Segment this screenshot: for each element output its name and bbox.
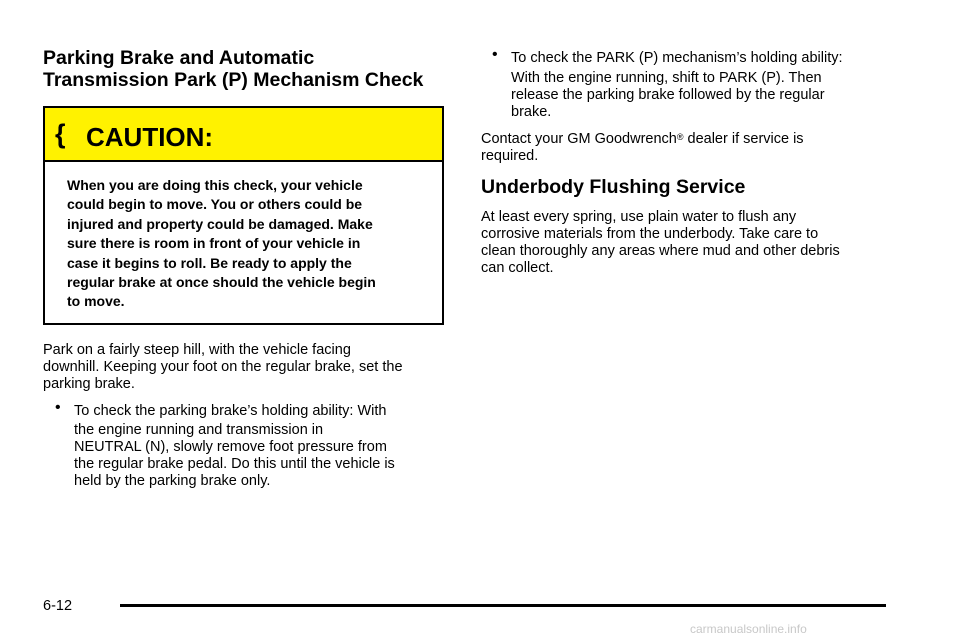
bullet-dot-icon: • xyxy=(55,399,61,416)
registered-mark: ® xyxy=(676,132,684,142)
intro-paragraph: Park on a fairly steep hill, with the vehicle facing downhill. Keeping your foot on the regular brake, set the parking brake. xyxy=(43,342,403,392)
caution-box xyxy=(43,106,444,325)
caution-text: When you are doing this check, your vehicle could begin to move. You or others could be injured and property could be damaged. Make sure there is room in front of your vehicle in case it begins to roll. Be ready to apply the regular brake at once should the vehicle begin to move. xyxy=(67,177,376,310)
caution-header xyxy=(45,108,442,162)
caution-triangle-icon: { xyxy=(55,119,66,149)
contact-paragraph: Contact your GM Goodwrench® dealer if service is required. xyxy=(481,131,804,164)
bullet-parking-brake: • To check the parking brake’s holding ability: With the engine running and transmission in NEUTRAL (N), slowly remove foot pressure from the regular brake pedal. Do this until the vehicle is held by the parking brake only. xyxy=(55,399,395,489)
footer-rule xyxy=(120,604,886,607)
watermark: carmanualsonline.info xyxy=(690,622,807,636)
bullet-dot-icon: • xyxy=(492,46,498,63)
underbody-paragraph: At least every spring, use plain water to flush any corrosive materials from the underbody. Take care to clean thoroughly any areas where mud and other debris can collect. xyxy=(481,209,840,276)
section-title-underbody-flushing: Underbody Flushing Service xyxy=(481,176,746,198)
page-number: 6-12 xyxy=(43,598,73,614)
section-title-parking-brake-check xyxy=(43,47,423,91)
title-line-2: Transmission Park (P) Mechanism Check xyxy=(43,69,424,91)
bullet-park-mechanism: • To check the PARK (P) mechanism’s holding ability: With the engine running, shift to PARK (P). Then release the parking brake followed by the regular brake. xyxy=(492,46,843,120)
caution-title: CAUTION: xyxy=(86,122,214,152)
title-line-1: Parking Brake and Automatic xyxy=(43,47,315,69)
